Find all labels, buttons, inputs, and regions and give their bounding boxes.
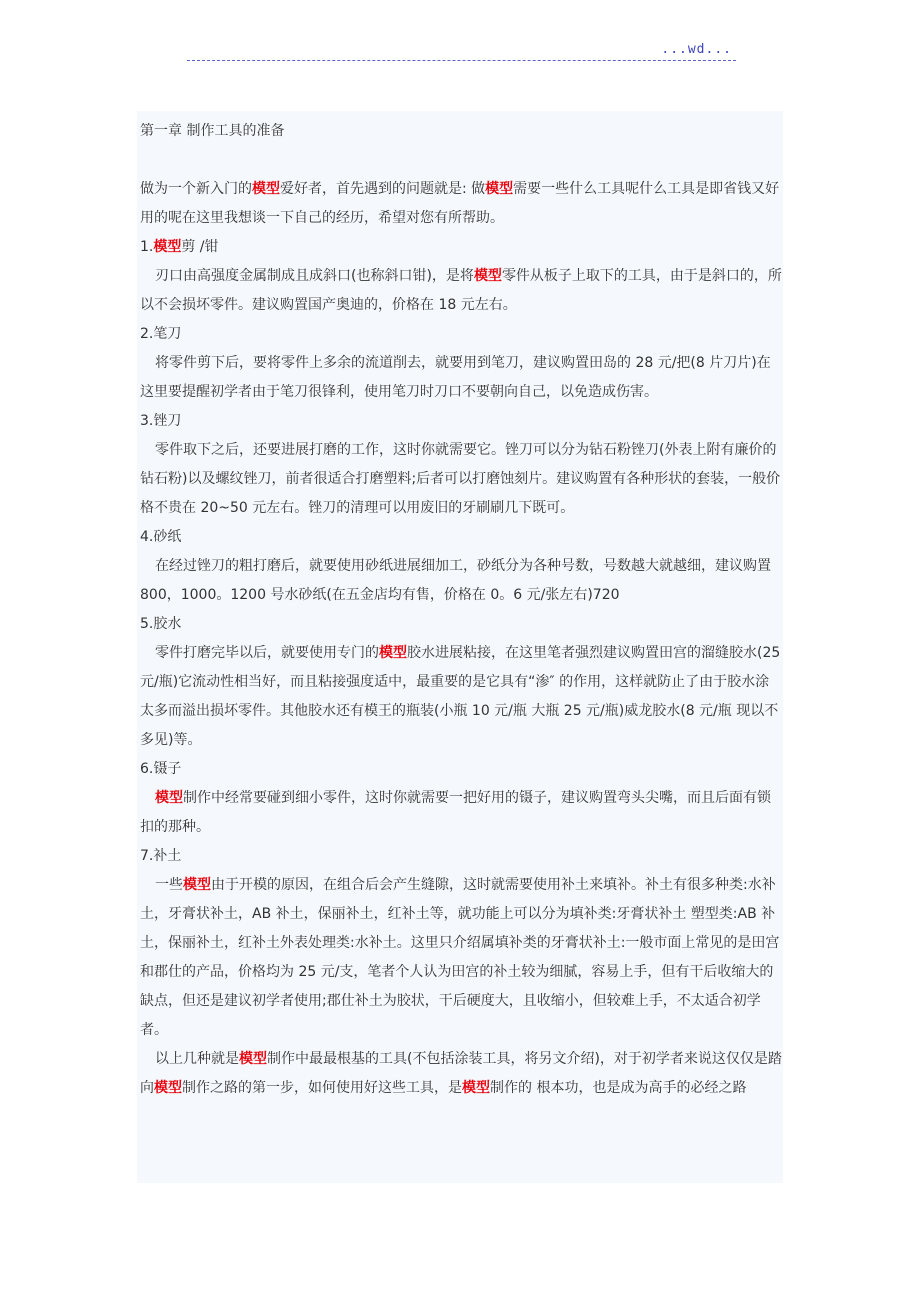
keyword-highlight: 模型 xyxy=(462,1080,490,1096)
text-run: 在经过锉刀的粗打磨后，就要使用砂纸进展细加工，砂纸分为各种号数，号数越大就越细，建议购置 800，1000。1200 号水砂纸(在五金店均有售，价格在 0。6 元/张左右)720 xyxy=(140,558,771,603)
keyword-highlight: 模型 xyxy=(485,181,514,197)
keyword-highlight: 模型 xyxy=(155,790,183,806)
text-run: 7.补土 xyxy=(140,848,182,864)
body-paragraph xyxy=(140,784,782,842)
text-run: 制作的 根本功，也是成为高手的必经之路 xyxy=(490,1080,747,1096)
text-run: 剪 /钳 xyxy=(181,239,219,255)
text-run: 零件打磨完毕以后，就要使用专门的 xyxy=(155,645,379,661)
intro-paragraph xyxy=(140,175,782,233)
keyword-highlight: 模型 xyxy=(153,239,182,255)
text-run: 制作中最最根基的工具(不包括涂装工具，将另文介绍)，对于初学者来说这仅仅是踏向 xyxy=(140,1051,782,1096)
section-heading xyxy=(140,320,782,349)
page-header xyxy=(187,40,736,61)
section-heading xyxy=(140,233,782,262)
text-run: 制作中经常要碰到细小零件，这时你就需要一把好用的镊子，建议购置弯头尖嘴，而且后面有锁扣的那种。 xyxy=(140,790,771,835)
text-run: 需要一些什么工具呢什么工具是即省钱又好用的呢在这里我想谈一下自己的经历，希望对您有所帮助。 xyxy=(140,181,780,226)
text-run: 零件从板子上取下的工具，由于是斜口的，所以不会损坏零件。建议购置国产奥迪的，价格在 18 元左右。 xyxy=(140,268,782,313)
body-paragraph xyxy=(140,262,782,320)
keyword-highlight: 模型 xyxy=(473,268,502,284)
text-run: 做为一个新入门的 xyxy=(140,181,252,197)
article-content xyxy=(137,111,783,1183)
text-run: 3.锉刀 xyxy=(140,413,182,429)
text-run: 以上几种就是 xyxy=(155,1051,239,1067)
text-run: 1. xyxy=(140,239,154,255)
text-run: 2.笔刀 xyxy=(140,326,182,342)
text-run: 5.胶水 xyxy=(140,616,182,632)
section-heading xyxy=(140,755,782,784)
text-run: 零件取下之后，还要进展打磨的工作，这时你就需要它。锉刀可以分为钻石粉锉刀(外表上附有廉价的钻石粉)以及螺纹锉刀，前者很适合打磨塑料;后者可以打磨蚀刻片。建议购置有各种形状的套装，一般价格不贵在 20~50 元左右。锉刀的清理可以用废旧的牙刷刷几下既可。 xyxy=(140,442,781,516)
text-run: 一些 xyxy=(155,877,183,893)
body-paragraph xyxy=(140,436,782,523)
section-heading xyxy=(140,842,782,871)
keyword-highlight: 模型 xyxy=(154,1080,182,1096)
body-paragraph xyxy=(140,871,782,1045)
text-run: 刃口由高强度金属制成且成斜口(也称斜口钳)，是将 xyxy=(155,268,474,284)
text-run: 由于开模的原因，在组合后会产生缝隙，这时就需要使用补土来填补。补土有很多种类:水补土，牙膏状补土，AB 补土，保丽补土，红补土等，就功能上可以分为填补类:牙膏状补土 塑型类:AB 补土，保丽补土，红补土外表处理类:水补土。这里只介绍属填补类的牙膏状补土:一般市面上常见的是田宫和郡仕的产品，价格均为 25 元/支，笔者个人认为田宫的补土较为细腻，容易上手，但有干后收缩大的缺点，但还是建议初学者使用;郡仕补土为胶状，干后硬度大，且收缩小，但较难上手，不太适合初学者。 xyxy=(140,877,780,1038)
text-run: 4.砂纸 xyxy=(140,529,182,545)
keyword-highlight: 模型 xyxy=(252,181,280,197)
keyword-highlight: 模型 xyxy=(239,1051,267,1067)
section-heading xyxy=(140,610,782,639)
body-paragraph xyxy=(140,349,782,407)
text-run: 胶水进展粘接，在这里笔者强烈建议购置田宫的溜缝胶水(25 元/瓶)它流动性相当好，而且粘接强度适中，最重要的是它具有“渗″ 的作用，这样就防止了由于胶水涂太多而溢出损坏零件。其他胶水还有模王的瓶装(小瓶 10 元/瓶 大瓶 25 元/瓶)威龙胶水(8 元/瓶 现以不多见)等。 xyxy=(140,645,781,748)
chapter-title: 第一章 制作工具的准备 xyxy=(140,123,285,139)
body-paragraph xyxy=(140,552,782,610)
keyword-highlight: 模型 xyxy=(183,877,211,893)
body-paragraph xyxy=(140,639,782,755)
text-run: 爱好者，首先遇到的问题就是: 做 xyxy=(280,181,486,197)
article-body xyxy=(140,175,782,1103)
section-heading xyxy=(140,523,782,552)
header-mark: ...wd... xyxy=(661,42,732,57)
text-run: 将零件剪下后，要将零件上多余的流道削去，就要用到笔刀，建议购置田岛的 28 元/把(8 片刀片)在这里要提醒初学者由于笔刀很锋利，使用笔刀时刀口不要朝向自己，以免造成伤害。 xyxy=(140,355,771,400)
body-paragraph xyxy=(140,1045,782,1103)
text-run: 制作之路的第一步，如何使用好这些工具，是 xyxy=(182,1080,462,1096)
keyword-highlight: 模型 xyxy=(379,645,407,661)
text-run: 6.镊子 xyxy=(140,761,182,777)
section-heading xyxy=(140,407,782,436)
